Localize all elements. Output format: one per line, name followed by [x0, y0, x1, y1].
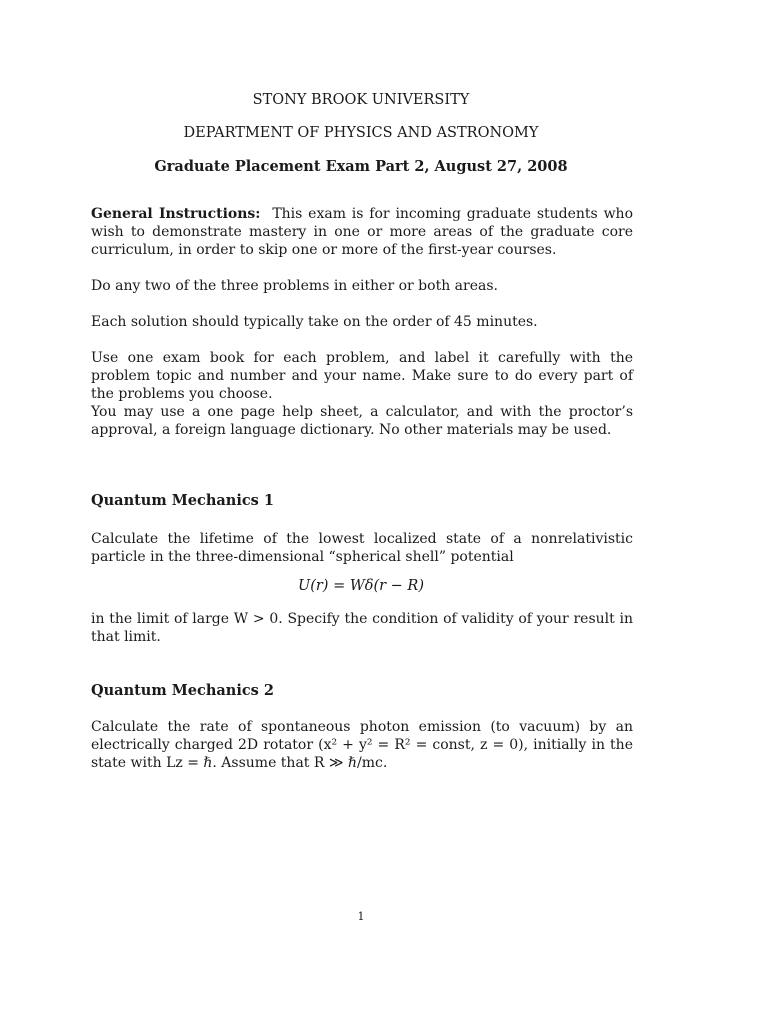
- qm1-heading: Quantum Mechanics 1: [91, 492, 274, 509]
- qm2-heading: Quantum Mechanics 2: [91, 682, 274, 699]
- instructions-paragraph-5: You may use a one page help sheet, a calculator, and with the proctor’s approval, a foreign language dictionary. No other materials may be used.: [91, 404, 633, 438]
- exam-title: Graduate Placement Exam Part 2, August 27, 2008: [154, 158, 568, 175]
- qm1-equation: U(r) = Wδ(r − R): [298, 578, 424, 594]
- instructions-intro: This exam is for incoming graduate students who wish to demonstrate mastery in one or more areas of the graduate core curriculum, in order to skip one or more of the first-year courses.: [91, 206, 633, 258]
- instructions-paragraph-2: Do any two of the three problems in either or both areas.: [91, 278, 498, 294]
- instructions-paragraph-3: Each solution should typically take on the order of 45 minutes.: [91, 314, 538, 330]
- qm1-problem-continuation: in the limit of large W > 0. Specify the condition of validity of your result in that limit.: [91, 611, 633, 645]
- department-title: DEPARTMENT OF PHYSICS AND ASTRONOMY: [183, 125, 539, 141]
- general-instructions: [91, 205, 633, 259]
- instructions-lead: General Instructions:: [91, 206, 261, 222]
- university-title: STONY BROOK UNIVERSITY: [252, 92, 470, 108]
- qm2-problem-text: Calculate the rate of spontaneous photon emission (to vacuum) by an electrically charged 2D rotator (x² + y² = R² = const, z = 0), initially in the state with Lz = ℏ. Assume that R ≫ ℏ/mc.: [91, 719, 633, 771]
- page-number: 1: [357, 910, 365, 923]
- qm1-problem-text: Calculate the lifetime of the lowest localized state of a nonrelativistic particle in the three-dimensional “spherical shell” potential: [91, 531, 633, 565]
- instructions-paragraph-4: Use one exam book for each problem, and label it carefully with the problem topic and number and your name. Make sure to do every part of the problems you choose.: [91, 350, 633, 402]
